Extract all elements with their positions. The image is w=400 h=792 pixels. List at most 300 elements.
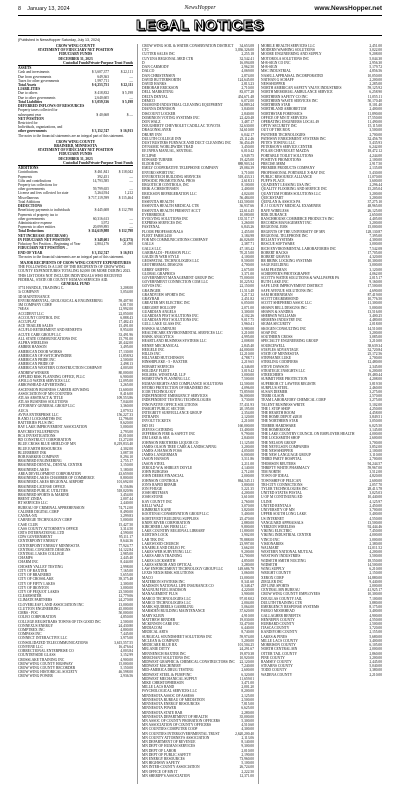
recipient-amount: 14,510.00 [367,326,382,331]
recipient-amount: 3,036,326.00 [235,48,254,53]
row-label: Total Liabilities [18,99,43,104]
recipient-amount: 6,025.50 [369,423,382,428]
recipient-name: VINCO INC [261,537,280,542]
recipient-name: WIDSETH SMITH NOLTING [261,558,306,563]
recipient-amount: 4,480.00 [369,318,382,323]
trust-value: $ 22,111 [120,70,133,75]
recipient-amount: 2,125.00 [241,693,254,698]
recipient-amount: 2,004.00 [241,600,254,605]
recipient-name: CENTRAL MN BUREAU [261,588,300,593]
recipient-name: STEARNS COUNTY [261,664,293,669]
row-label: Cash and investments [18,70,50,75]
recipient-amount: 8,200.00 [241,689,254,694]
recipient-amount: 160,000.00 [237,423,254,428]
recipient-amount: 2,445.00 [369,659,382,664]
custodial-value: 5,264,934 [94,191,109,196]
custodial-value: 2,804,176 [94,242,109,247]
recipient-amount: 2,498.13 [120,362,133,367]
recipient-amount: 2,860.00 [369,651,382,656]
recipient-name: SAFE AVENUE SOLUTIONS INC [261,288,313,293]
recipient-amount: 7,542.08 [369,246,382,251]
recipient-amount: 19,425.00 [239,157,254,162]
recipient-amount: 3,400.25 [369,314,382,318]
recipient-name: JOHN BURGESS [142,470,169,475]
recipient-amount: 10,776.50 [367,297,382,302]
recipient-amount: 7,044.00 [120,400,133,405]
recipient-name: MINNESOTA POWER [142,706,177,711]
recipient-name: SURPLUS STEEL [261,385,289,390]
recipient-amount: 6,050.00 [241,301,254,306]
recipient-amount: 5,400.00 [241,512,254,517]
recipient-name: THRIFTY WHITE PHARMACY [261,465,310,470]
recipient-name: MOTOROLA SOLUTIONS INC [261,56,310,61]
recipient-amount: 97,018.02 [239,596,254,601]
recipient-amount: 3,500.00 [369,554,382,559]
recipient-amount: 2,255.18 [241,52,254,57]
recipient-name: UNITED RENTALS [261,503,292,508]
recipient-name: MEDICAL ARTS [142,630,168,635]
recipient-amount: 2,874.00 [241,73,254,78]
recipient-amount: 48,965.00 [367,204,382,209]
recipient-name: STEVE DAWSON [261,364,289,369]
recipient-amount: 3,265.00 [120,383,133,388]
recipient-name: JAMES OLSON TREE CARE & LANDSCAPING [142,444,217,449]
recipient-amount: 3,000.00 [369,263,382,268]
recipient-name: LAKES & PINES [261,634,288,639]
recipient-amount: 7,445.00 [120,632,133,637]
recipient-name: STATE OF MINNESOTA [261,351,299,356]
recipient-name: KAY COUNTY INC [142,499,173,504]
recipient-name: CASE CLUB [18,522,38,527]
recipient-amount: 50,170.40 [367,98,382,103]
recipient-name: STRATEGIC INSIGHTS LLC [261,368,306,373]
recipient-name: MATTHEW BENDER [142,617,176,622]
recipient-name: MN COUNTIES INTERGOVERNMENTAL TRUST [142,731,220,736]
recipient-amount: 2,300.00 [120,581,133,586]
recipient-name: TODD COUNTY [261,668,287,673]
recipient-amount: 17,550.00 [367,115,382,120]
recipient-name: SCOTT DEGRIMMOND [261,297,299,302]
trust-value: 21,090 [123,242,133,247]
recipient-name: BRAINERD LICENSE OFFICE [18,484,66,489]
recipient-name: NORTH AMERICAN SAFETY VALVE INDUSTRIES [261,86,342,91]
recipient-amount: 3,000.00 [120,585,133,590]
recipient-name: JOHN DEERE FINANCIAL [142,474,184,479]
recipient-name: NORTH MEMORIAL AMBULANCE SERVICE [261,90,333,95]
recipient-name: KORTEVEDT BUILDING SUPPLIES [142,516,199,521]
recipient-name: DULUTH TRAINING CTR [261,600,302,605]
recipient-name: HEIGELE INC [142,347,165,352]
row-label: Total Deductions [18,229,44,234]
recipient-name: MN COUNTIES COMPUTER COOP [142,727,198,732]
recipient-amount: 2,445.40 [120,556,133,561]
recipient-name: PRECISE MRM [261,162,286,167]
recipient-amount: 4,346.00 [241,364,254,369]
recipient-amount: 5,000.00 [120,518,133,523]
recipient-amount: 12,011.52 [367,546,382,551]
recipient-name: MARCO TECHNOLOGIES LLC [142,600,192,605]
recipient-name: MN DEPT OF LABOR [142,748,177,753]
recipient-name: PREMIER PRODUCTS COMPANY [261,166,315,171]
custodial-value: $ 3,607,377 [91,70,109,75]
recipient-name: NORTHERN STAR [261,103,291,108]
recipient-name: ITASCA COUNTY [261,626,290,631]
trust-value: — [129,225,133,230]
row-label: END OF YEAR [18,250,43,255]
recipient-name: POSITIVE PROMOTIONS [261,157,302,162]
recipient-name: ACCUPLAT [18,320,37,324]
recipient-name: TYLER TECHNOLOGIES INC [261,486,308,491]
recipient-amount: 2,793.00 [120,429,133,434]
custodial-value: 59,799,655 [92,187,109,192]
recipient-name: HOMETOWN PLANNING LLC [142,377,191,382]
recipient-amount: 6,210.00 [369,567,382,572]
custodial-value: $ 717,119,599 [88,195,109,200]
row-label: Payments to other entities [18,225,56,230]
recipient-amount: 8,644.36 [120,539,133,544]
recipient-name: KNAEBLE AND DELEO PC [142,546,186,551]
recipient-amount: 46,598.00 [118,670,133,675]
recipient-amount: 864,545.11 [237,478,254,483]
recipient-amount: 34,653.08 [239,44,254,48]
recipient-name: MINNESOTA STATE BAR [142,710,183,715]
recipient-amount: 26,724.00 [239,765,254,770]
recipient-amount: 5,400.00 [369,512,382,517]
section-heading: DEFERRED INFLOWS OF RESOURCES [18,104,85,109]
column-2 [142,44,254,778]
recipient-name: HENRY MECHANICAL [142,343,179,348]
recipient-amount: 2,018.00 [369,322,382,327]
recipient-name: CORRECTIONAL ENTERPRISE CO [18,649,74,654]
recipient-name: MN OFFICE OF MN IT [142,769,178,774]
recipient-amount: 6,843.26 [241,225,254,230]
masthead-name: NewsHopper [184,5,216,11]
recipient-amount: 2,280.00 [241,710,254,715]
recipient-amount: 2,285.00 [369,81,382,86]
recipient-name: GEOSPATIAL TECHNOLOGIES LLC [142,259,200,264]
recipient-name: US INTERNET [261,516,285,521]
recipient-name: ERGOTECH CONTROLS, INC [142,183,190,188]
recipient-amount: 5,040.00 [369,664,382,669]
recipient-amount: 56,484.00 [239,195,254,200]
recipient-amount: 8,444.00 [120,560,133,565]
recipient-name: CANNA-NX [18,514,38,519]
recipient-amount: 888,903.34 [237,162,254,167]
trust-value: $ 112,798 [118,229,133,234]
recipient-amount: 10,920.00 [239,655,254,660]
recipient-amount: 10,050.00 [367,73,382,78]
recipient-amount: 3,087.58 [120,450,133,455]
recipient-name: ENVIRO SPORT INC [142,170,175,175]
recipient-name: QUINLAN & ASSOCS PA [261,200,301,205]
recipient-amount: 4,125.97 [369,499,382,504]
recipient-name: STREICHER'S [261,373,284,378]
recipient-amount: 3,949.75 [241,153,254,158]
recipient-amount: 2,008.00 [241,339,254,344]
recipient-amount: 8,416.00 [120,391,133,396]
recipient-amount: 3,380.00 [369,668,382,673]
statement-title: DECEMBER 31, 2023 [58,56,93,61]
recipient-amount: 10,225.92 [239,280,254,285]
recipient-name: RESCUE SOFTWARE [261,242,295,247]
recipient-amount: 17,130.00 [118,349,133,354]
section-heading: LIABILITIES [18,87,41,92]
recipient-name: GREATER MN ELECTRIC INC [142,301,191,306]
recipient-name: ANDREW WINKER [18,370,49,375]
recipient-amount: 11,490.00 [367,119,382,124]
recipient-name: BRAINERD LAKES [18,467,49,472]
statement-title: BRAINERD, MINNESOTA [54,144,97,149]
recipient-amount: 2,755.17 [120,459,133,464]
recipient-amount: 2,190.00 [241,752,254,757]
recipient-name: PETE'S TOWING LLC [261,141,296,146]
recipient-name: MIDWEST STEEL & PUMP INC [142,672,192,677]
row-label: Taxes for other governments [18,78,60,83]
trust-value [109,200,133,204]
recipient-name: AMERICAN OF SWITCHWINDER [18,353,72,358]
row-label: Contributions [18,170,38,175]
recipient-amount: 23,997.00 [239,541,254,546]
recipient-name: ACE TRAILER SALES [18,324,54,329]
recipient-name: AVIVA ENTERPRISE LLC [18,412,59,417]
recipient-name: 3774 HANDLE, TRAINING C. [18,286,65,291]
recipient-amount: 3,495.00 [120,345,133,350]
recipient-name: HINSHIPLEKE - 5 - BAXTER [142,360,188,365]
recipient-amount: 14,500.00 [367,562,382,567]
row-label: Payments of property tax to [18,212,58,217]
recipient-amount: 35,000.00 [239,714,254,719]
recipient-amount: 2,700.00 [369,132,382,137]
recipient-name: JASON STEEL [142,461,165,466]
recipient-name: MENNENICH BAXTER INC [142,651,186,656]
recipient-amount: 3,512.00 [369,470,382,475]
recipient-amount: 3,060.00 [241,571,254,576]
recipient-name: ATTORNEY GENERAL GROUP LLC [18,404,75,409]
recipient-name: OPERATING ENGINEERS LOCAL 49 [261,119,320,124]
recipient-name: ACUTE CARE GROUP LLC [18,332,62,337]
recipient-name: QUALITY FLOORING AND SERVICE INC [261,187,328,192]
recipient-amount: 3,902.00 [241,533,254,538]
recipient-name: RUTH LAKE INC [261,280,289,285]
recipient-amount: 37,620.00 [239,609,254,614]
recipient-amount: 5,300.00 [241,719,254,723]
recipient-amount: 2,000.00 [369,647,382,652]
recipient-amount: 2,155.00 [369,630,382,635]
recipient-name: COLEO CORPORATION [18,615,57,620]
recipient-amount: 3,120.00 [369,267,382,272]
recipient-name: POLAR CHEVROLET MAZDA [261,149,310,154]
recipient-name: BATTERIES PLUS INC [18,421,54,426]
recipient-amount: 2,387.71 [241,242,254,247]
trust-value: $ 5,198 [122,91,133,96]
recipient-name: U OF M CONTINUING ED [261,495,303,500]
recipient-name: APOLLO WATER SERVICES LLC [18,379,71,384]
recipient-amount: 2,675.00 [241,267,254,272]
recipient-name: DISCOUNT LOCKER [142,111,176,116]
recipient-name: COLLEGE REGISTRARS TOWNS OF ITS GOOD INC [18,619,101,624]
fund-heading: GENERAL FUND [61,282,90,287]
recipient-amount: 2,380.00 [369,541,382,546]
recipient-amount: 4,995.00 [241,335,254,340]
recipient-amount: 4,220.00 [241,588,254,593]
recipient-name: DOUGHERTY CHEVROLET CADILLAC TOYOTA [142,124,221,129]
recipient-amount: 4,700.00 [241,263,254,268]
row-label: Total Additions [18,199,41,204]
recipient-name: STEPHANIE LUKE [261,356,292,361]
recipient-name: DIAMOND INDUSTRIAL CLEANING EQUIPMENT [142,103,223,108]
recipient-amount: 9,160.00 [369,280,382,285]
recipient-name: STAPLES ADVANTAGE [261,347,299,352]
recipient-amount: 3,000.00 [369,537,382,542]
recipients-title: MAJOR RECIPIENTS OF CROW WING COUNTY EXPENDITURES [20,260,131,265]
recipient-amount: 2,700.00 [369,356,382,361]
section-heading: NET POSITION [18,116,44,121]
recipient-amount: 3,700.00 [369,440,382,445]
recipient-name: TOWN OF IDEAL [261,474,289,479]
recipient-name: DRAGONSLAYER [142,128,172,133]
recipient-name: PSYCHOLOGICAL SERVICES LLC [142,689,198,694]
recipient-name: CROW WING COUNTY HIGHWAY [18,661,73,666]
recipient-name: CDW GOVERNMENT [18,535,53,540]
recipient-name: ESSENTIA HEALTH MEDICAL CTR [142,204,199,209]
recipient-name: DYNAMIC WORLDWIDE TRAD [142,145,194,150]
recipient-amount: 5,221.35 [241,486,254,491]
recipient-name: FOR MN COMMUNICATIONS COMPANY [142,238,209,243]
recipient-amount: 36,937.66 [239,204,254,209]
banner-title: LEGAL NOTICES [136,17,264,34]
recipient-name: DIANNA DENNISON [142,107,176,112]
recipient-amount: 3,450.00 [241,145,254,150]
recipient-name: SUSAN DIEMER [261,389,288,394]
recipient-name: MN DEPT OF PUBLIC SAFETY [142,752,192,757]
recipient-amount: 2,400.00 [369,107,382,112]
recipient-name: M-R-SIGN CO INC [261,60,291,65]
recipient-name: AMBER HANSON [18,345,47,350]
custodial-value: 60,316,613 [92,216,109,221]
recipient-amount: 3,050.00 [369,419,382,424]
recipient-name: REGENTS OF THE UNIVERSITY OF MN [261,229,325,234]
legal-notices-banner [18,15,382,36]
recipient-name: B AND J LOCKSMITHS INC [18,417,63,422]
recipient-name: MINNESOTA ENERGY RESOURCES [142,702,200,707]
recipient-name: CTC [142,48,149,53]
recipient-amount: 11,513.48 [239,288,254,293]
recipient-name: OUT OF THE BOX [261,128,291,133]
recipient-name: CONNECT INTERACTIVE LLC [18,636,68,641]
recipient-amount: 3,275.00 [369,389,382,394]
recipient-amount: 2,210.00 [369,672,382,677]
recipient-name: THE NELSON GROUP [261,440,297,445]
recipient-amount: 33,491.96 [118,332,133,337]
recipient-amount: 8,490.00 [120,509,133,514]
recipient-name: MN DEPT OF HUMAN SERVICES [142,744,196,749]
recipient-amount: 38,639.34 [367,343,382,348]
recipient-name: AMERICAN PRIDE INC [18,357,56,362]
recipient-amount: 77,924.77 [118,543,133,548]
recipient-amount: 5,102.00 [369,402,382,407]
custodial-value: $ 3,152,747 [91,129,109,134]
recipient-name: NORTHSTAR FORENSICS [261,111,303,116]
recipient-amount: 11,070.00 [367,174,382,179]
row-label: Due to other governments [18,95,56,100]
row-label: other governments [18,187,45,192]
recipient-amount: 124,645.00 [237,77,254,82]
recipient-name: REGIONAL EMS [261,225,288,230]
recipient-amount: 6,042.17 [241,132,254,137]
recipient-amount: 45,000.00 [118,606,133,611]
recipient-name: MARSDEN BUILDING MAINTENANCE [142,609,206,614]
recipient-name: JOHNSON BROTHERS LIQUOR CO [142,440,199,445]
recipient-amount: 5,180.00 [120,467,133,472]
recipient-name: WESTERN NATIONAL MUTUAL [261,550,314,555]
recipient-amount: 518,020.96 [116,488,133,493]
statement-title: STATEMENT OF FIDUCIARY NET POSITION [37,48,114,53]
recipient-amount: 18,550.00 [367,558,382,563]
trust-value: — [129,187,133,192]
recipient-amount: 95,111.17 [118,535,133,540]
recipient-amount: 3,314.50 [120,526,133,531]
recipient-name: 3D MAINTENANCE [18,294,50,299]
trust-value: Private-Purpose Trust Funds [88,160,133,165]
recipient-name: NASELL APPRAISAL INCORPORATED [261,73,324,78]
recipient-name: MN HIGHWAY SAFETY [142,761,180,766]
recipient-amount: 2,813.23 [241,81,254,86]
recipient-name: AMERICAN WESTERN CONSTRUCTION COMPANY [18,366,103,371]
recipient-amount: 24,270.00 [118,598,133,603]
recipient-amount: 2,985.00 [120,552,133,557]
recipient-name: ERIK A CHRISTENSEN [142,187,179,192]
recipient-name: HEARTLAND BUSINESS SYSTEMS LLC [142,339,207,344]
recipient-name: DRURY INN [142,132,162,137]
recipient-name: CROW WING POWER [18,674,53,679]
recipient-amount: 3,730.00 [241,398,254,403]
recipient-amount: 3,200.00 [369,221,382,226]
recipient-name: MOBILE HEALTH SERVICES LLC [261,44,315,48]
statement-row [18,229,133,233]
recipient-amount: 7,165.00 [120,568,133,573]
recipient-name: INDEPENDENT EMERGENCY SERVICES [142,394,208,399]
recipient-amount: 2,450.00 [369,503,382,508]
recipient-name: OFFICE OF MN IT SERVICES [261,115,308,120]
recipient-name: ALPHA WIRELESS [18,341,49,346]
recipient-amount: 15,205.04 [367,187,382,192]
recipient-name: CALIBER DIGITAL CORP [18,509,59,514]
recipient-amount: 3,400.00 [369,638,382,643]
recipient-name: REGIONAL TELEPHONE INC [261,233,308,238]
statement-title: CROW WING COUNTY [55,44,96,48]
recipient-amount: 8,800.00 [120,476,133,481]
recipient-amount: 2,135.08 [369,166,382,171]
recipient-name: SIGMA SECURITY [261,322,291,327]
recipient-name: EDWARD TURNER [142,157,173,162]
recipient-amount: 4,250.00 [369,406,382,411]
recipient-name: BRAINERD ENGINEERING [18,459,62,464]
row-label: subsequent year [18,112,42,117]
custodial-value: $ 3,152,747 [91,250,109,255]
recipient-amount: 3,000.00 [369,242,382,247]
recipient-amount: 46,026.00 [239,238,254,243]
recipient-amount: 14,880.00 [367,575,382,580]
recipient-amount: 518,433.31 [237,174,254,179]
recipient-amount: 10,300.00 [367,259,382,264]
recipient-amount: 3,800.00 [241,482,254,487]
row-label: Payments [18,174,32,179]
recipient-amount: 20,442.00 [118,341,133,346]
recipient-name: MIDWEST MACHINERY [142,664,182,669]
custodial-value: 392,451 [97,174,109,179]
row-label: Gifts and contributions [18,178,52,183]
recipient-name: SAM HOERNEMAN [261,292,293,297]
